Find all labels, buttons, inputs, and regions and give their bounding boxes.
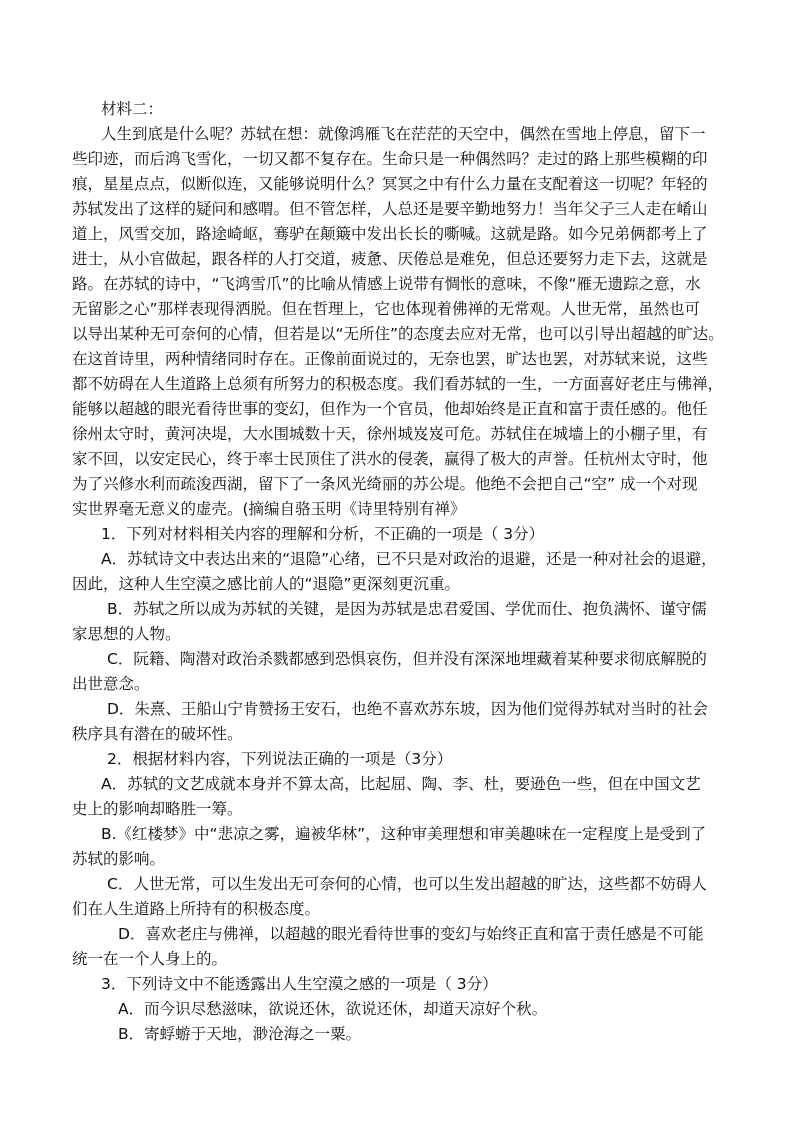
question-option-d: D．喜欢老庄与佛禅，以超越的眼光看待世事的变幻与始终正直和富于责任感是不可能 bbox=[118, 925, 704, 943]
question-option-a: A．苏轼诗文中表达出来的“退隐”心绪，已不只是对政治的退避，还是一种对社会的退避， bbox=[101, 550, 717, 568]
question-option-b: B．苏轼之所以成为苏轼的关键，是因为苏轼是忠君爱国、学优而仕、抱负满怀、谨守儒 bbox=[107, 600, 707, 618]
question-option-d: D．朱熹、王船山宁肯赞扬王安石，也绝不喜欢苏东坡，因为他们觉得苏轼对当时的社会 bbox=[107, 700, 708, 718]
paragraph-line: 为了兴修水利而疏浚西湖，留下了一条风光绮丽的苏公堤。他绝不会把自己“空” 成一个对现 bbox=[72, 475, 698, 493]
question-option-a: A．苏轼的文艺成就本身并不算太高，比起屈、陶、李、杜，要逊色一些，但在中国文艺 bbox=[101, 775, 701, 793]
paragraph-line: 痕，星星点点，似断似连，又能够说明什么？冥冥之中有什么力量在支配着这一切呢？年轻的 bbox=[72, 175, 708, 193]
paragraph-line: 家不回，以安定民心，终于率士民顶住了洪水的侵袭，赢得了极大的声誉。任杭州太守时，他 bbox=[72, 450, 708, 468]
paragraph-line: 实世界毫无意义的虚壳。(摘编自骆玉明《诗里特别有禅》 bbox=[72, 500, 466, 518]
question-option-c: C．阮籍、陶潜对政治杀戮都感到恐惧哀伤，但并没有深深地埋藏着某种要求彻底解脱的 bbox=[107, 650, 707, 668]
paragraph-line: 进士，从小官做起，跟各样的人打交道，疲惫、厌倦总是难免，但总还要努力走下去，这就是 bbox=[72, 250, 708, 268]
question-option-c-cont: 出世意念。 bbox=[72, 675, 150, 693]
question-option-a: A．而今识尽愁滋味，欲说还休，欲说还休，却道天凉好个秋。 bbox=[118, 1000, 548, 1018]
question-option-d-cont: 秩序具有潜在的破坏性。 bbox=[72, 725, 243, 743]
question-option-b-cont: 家思想的人物。 bbox=[72, 625, 181, 643]
question-option-c: C．人世无常，可以生发出无可奈何的心情，也可以生发出超越的旷达，这些都不妨碍人 bbox=[107, 875, 707, 893]
question-option-b: B．寄蜉蝣于天地，渺沧海之一粟。 bbox=[118, 1025, 362, 1043]
paragraph-line: 无留影之心”那样表现得洒脱。但在哲理上，它也体现着佛禅的无常观。人世无常，虽然也可 bbox=[72, 300, 701, 318]
question-option-d-cont: 统一在一个人身上的。 bbox=[72, 950, 228, 968]
paragraph-line: 在这首诗里，两种情绪同时存在。正像前面说过的，无奈也罢，旷达也罢，对苏轼来说，这些 bbox=[72, 350, 708, 368]
question-option-c-cont: 们在人生道路上所持有的积极态度。 bbox=[72, 900, 321, 918]
material-heading: 材料二： bbox=[101, 100, 164, 118]
question-option-b: B.《红楼梦》中“悲凉之雾，遍被华林”，这种审美理想和审美趣味在一定程度上是受到了 bbox=[101, 825, 707, 843]
paragraph-line: 苏轼发出了这样的疑问和感喟。但不管怎样，人总还是要辛勤地努力！当年父子三人走在崤山 bbox=[72, 200, 708, 218]
paragraph-line: 徐州太守时，黄河决堤，大水围城数十天，徐州城岌岌可危。苏轼住在城墙上的小棚子里，有 bbox=[72, 425, 708, 443]
question-option-a-cont: 史上的影响却略胜一筹。 bbox=[72, 800, 243, 818]
paragraph-line: 以导出某种无可奈何的心情，但若是以“无所住”的态度去应对无常，也可以引导出超越的旷达。 bbox=[72, 325, 724, 343]
paragraph-line: 些印迹，而后鸿飞雪化，一切又都不复存在。生命只是一种偶然吗？走过的路上那些模糊的印 bbox=[72, 150, 708, 168]
paragraph-line: 人生到底是什么呢？苏轼在想：就像鸿雁飞在茫茫的天空中，偶然在雪地上停息，留下一 bbox=[101, 125, 706, 143]
question-option-a-cont: 因此，这种人生空漠之感比前人的“退隐”更深刻更沉重。 bbox=[72, 575, 461, 593]
question-stem: 1．下列对材料相关内容的理解和分析，不正确的一项是（ 3分） bbox=[101, 525, 545, 543]
question-stem: 3．下列诗文中不能透露出人生空漠之感的一项是（ 3分） bbox=[101, 975, 498, 993]
question-option-b-cont: 苏轼的影响。 bbox=[72, 850, 166, 868]
paragraph-line: 都不妨碍在人生道路上总须有所努力的积极态度。我们看苏轼的一生，一方面喜好老庄与佛禅， bbox=[72, 375, 724, 393]
question-stem: 2．根据材料内容，下列说法正确的一项是（3分） bbox=[107, 750, 453, 768]
paragraph-line: 道上，风雪交加，路途崎岖，骞驴在颠簸中发出长长的嘶喊。这就是路。如今兄弟俩都考上了 bbox=[72, 225, 708, 243]
paragraph-line: 能够以超越的眼光看待世事的变幻，但作为一个官员，他却始终是正直和富于责任感的。他任 bbox=[72, 400, 708, 418]
paragraph-line: 路。在苏轼的诗中，“飞鸿雪爪”的比喻从情感上说带有惆怅的意味，不像“雁无遗踪之意，水 bbox=[72, 275, 701, 293]
